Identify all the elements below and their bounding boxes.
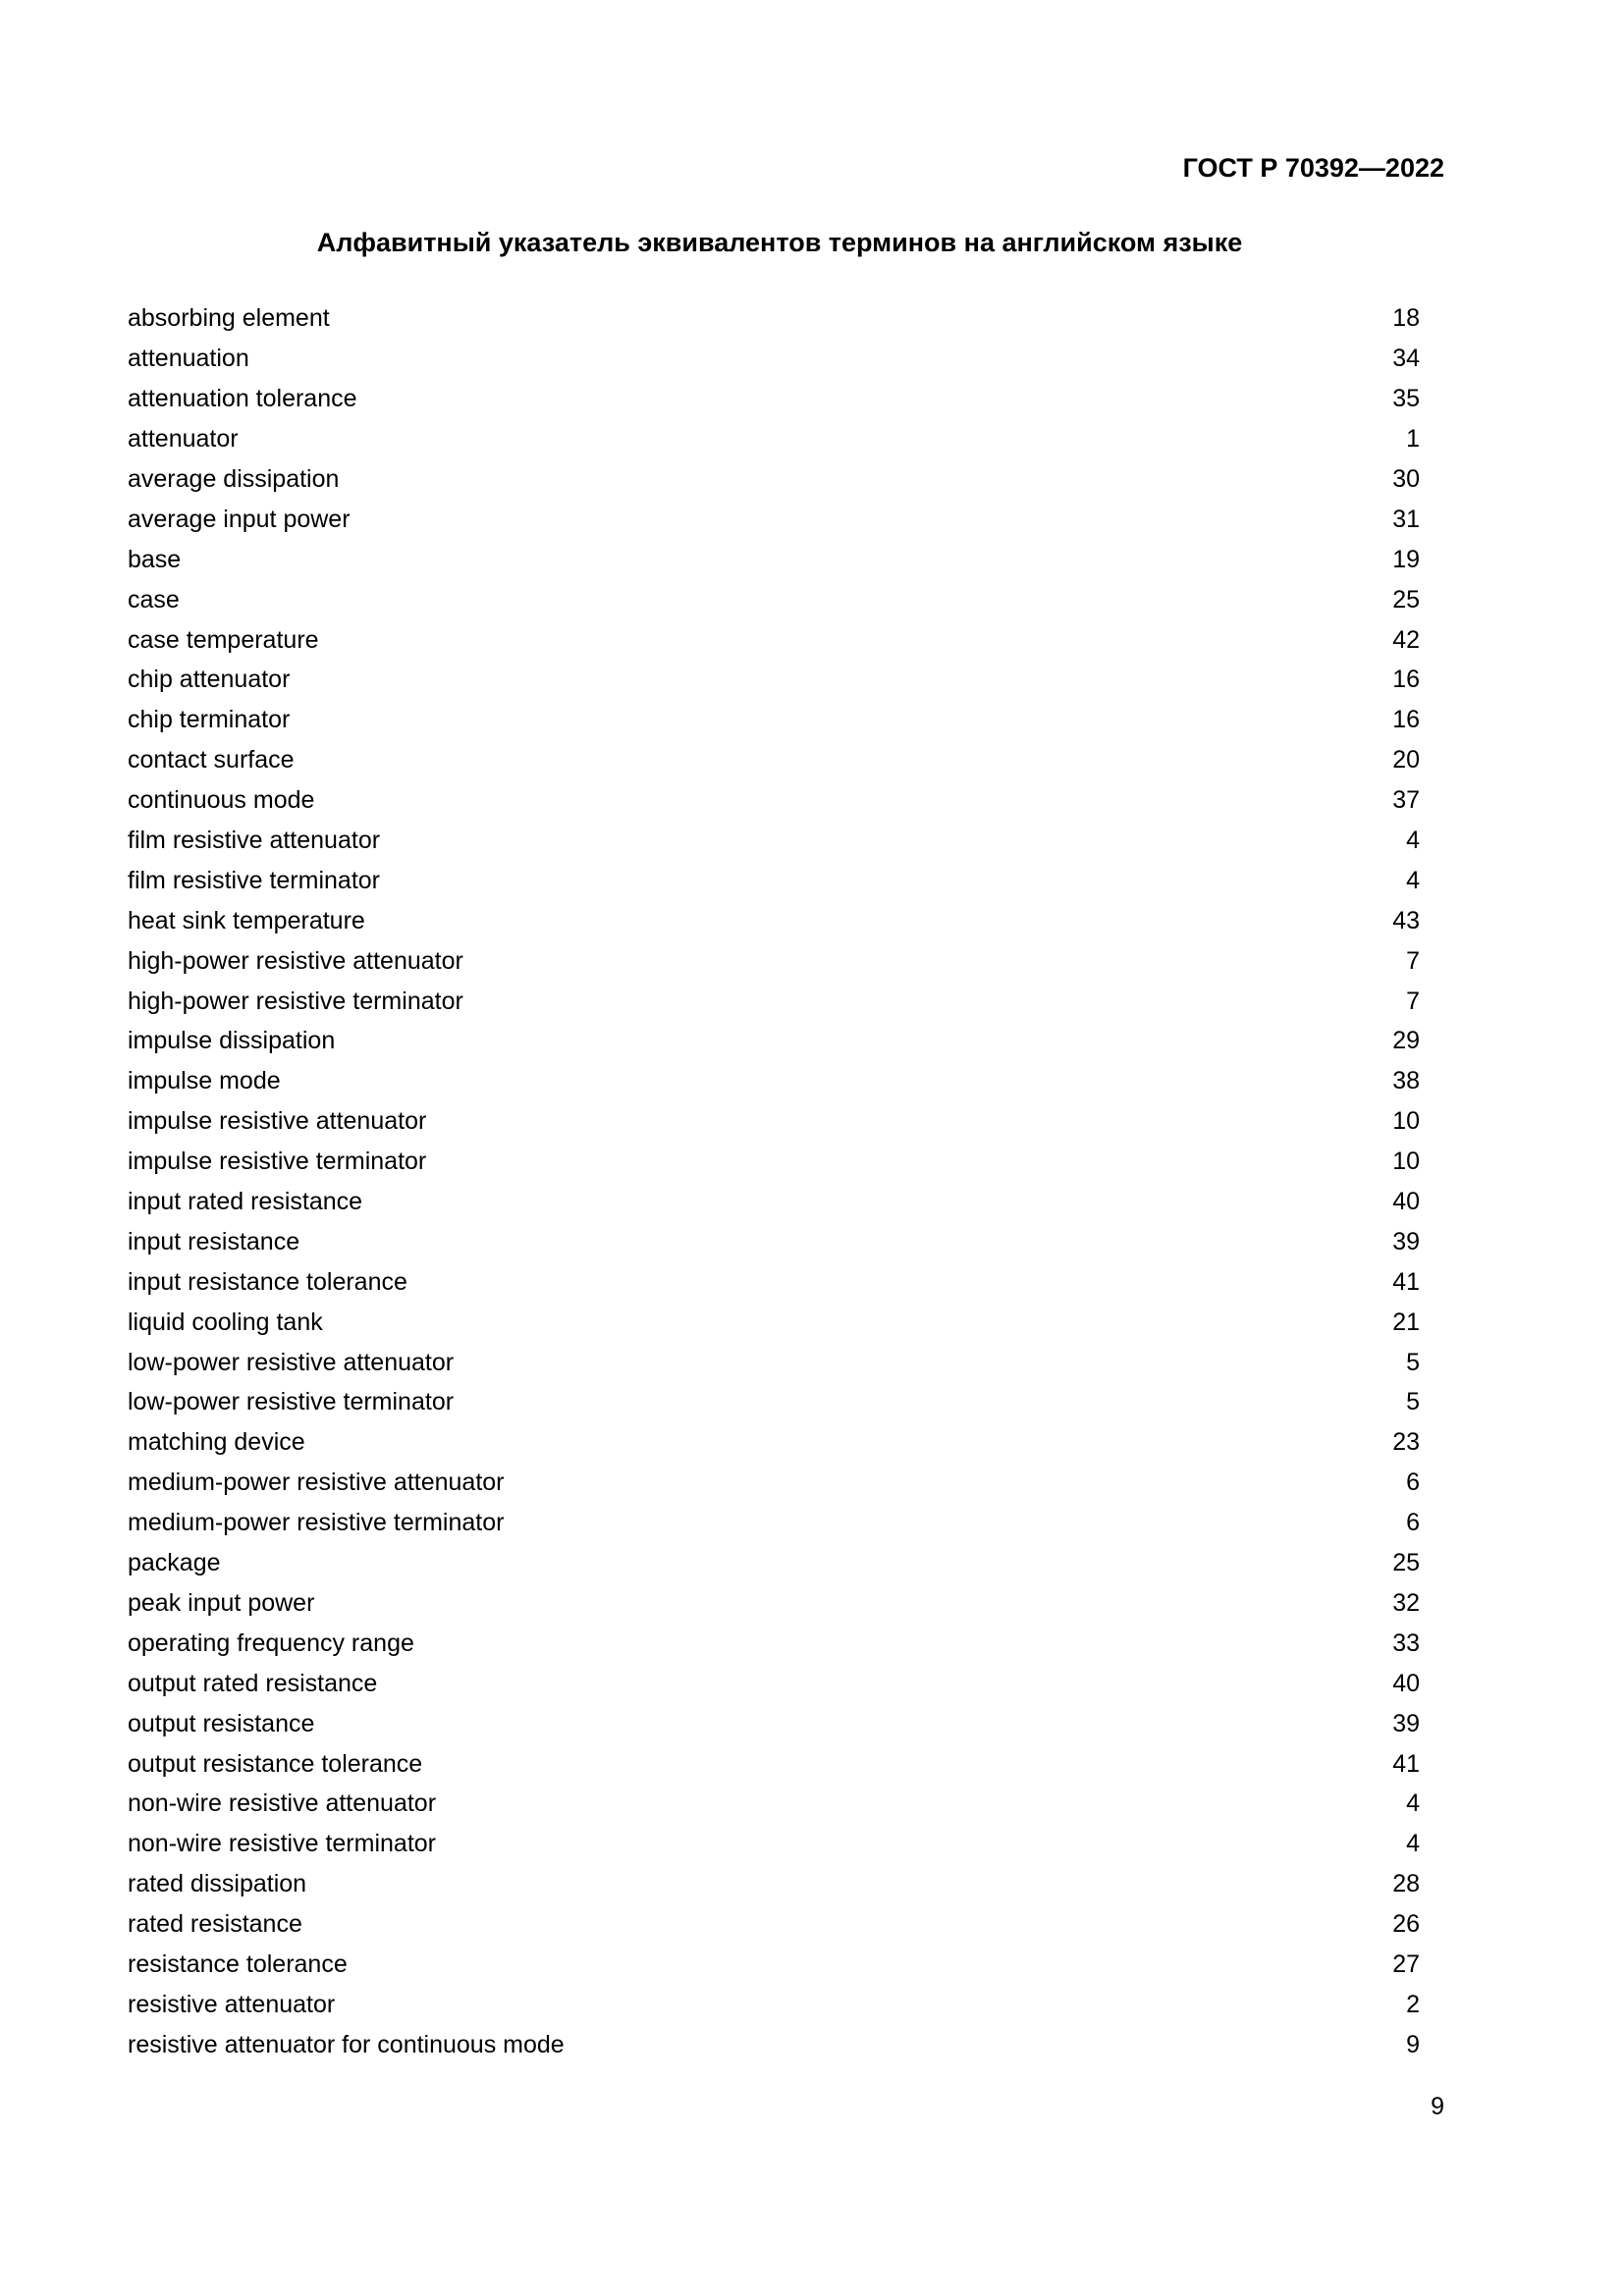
term-label: rated dissipation — [128, 1870, 307, 1898]
list-item — [128, 740, 1432, 780]
list-item — [128, 1382, 1432, 1422]
term-label: attenuator — [128, 425, 239, 454]
list-item — [128, 860, 1432, 900]
term-reference-number: 9 — [1406, 2030, 1420, 2058]
term-label: impulse mode — [128, 1067, 281, 1095]
term-reference-number: 40 — [1392, 1669, 1420, 1697]
term-reference-number: 4 — [1406, 866, 1420, 894]
list-item — [128, 981, 1432, 1021]
term-reference-number: 5 — [1406, 1388, 1420, 1416]
term-reference-number: 38 — [1392, 1067, 1420, 1095]
term-label: case temperature — [128, 625, 319, 654]
term-reference-number: 32 — [1392, 1588, 1420, 1617]
list-item — [128, 2024, 1432, 2064]
list-item — [128, 1984, 1432, 2024]
list-item — [128, 1945, 1432, 1985]
term-reference-number: 39 — [1392, 1709, 1420, 1737]
term-label: absorbing element — [128, 304, 330, 333]
list-item — [128, 1703, 1432, 1743]
term-label: resistance tolerance — [128, 1949, 348, 1978]
term-reference-number: 7 — [1406, 987, 1420, 1015]
term-reference-number: 4 — [1406, 827, 1420, 855]
term-index-list — [128, 298, 1432, 2064]
term-reference-number: 33 — [1392, 1629, 1420, 1657]
term-label: film resistive attenuator — [128, 827, 381, 855]
list-item — [128, 1342, 1432, 1382]
list-item — [128, 1904, 1432, 1945]
term-reference-number: 31 — [1392, 505, 1420, 533]
term-label: non-wire resistive terminator — [128, 1830, 436, 1858]
standard-code: ГОСТ Р 70392—2022 — [1182, 153, 1444, 183]
term-reference-number: 34 — [1392, 345, 1420, 373]
term-label: high-power resistive terminator — [128, 987, 463, 1015]
term-label: low-power resistive terminator — [128, 1388, 455, 1416]
term-reference-number: 10 — [1392, 1148, 1420, 1176]
list-item — [128, 419, 1432, 459]
term-label: operating frequency range — [128, 1629, 414, 1657]
term-reference-number: 18 — [1392, 304, 1420, 333]
list-item — [128, 1101, 1432, 1142]
term-label: medium-power resistive terminator — [128, 1509, 505, 1537]
term-reference-number: 43 — [1392, 906, 1420, 934]
term-reference-number: 30 — [1392, 465, 1420, 493]
list-item — [128, 1864, 1432, 1904]
list-item — [128, 1543, 1432, 1583]
term-label: resistive attenuator — [128, 1990, 336, 2018]
term-label: average dissipation — [128, 465, 340, 493]
page-title: Алфавитный указатель эквивалентов терминов на английском языке — [316, 228, 1243, 257]
list-item — [128, 1623, 1432, 1663]
term-label: input resistance — [128, 1227, 300, 1255]
term-reference-number: 23 — [1392, 1428, 1420, 1457]
term-label: heat sink temperature — [128, 906, 365, 934]
term-label: chip attenuator — [128, 666, 291, 694]
list-item — [128, 900, 1432, 940]
list-item — [128, 1503, 1432, 1543]
term-label: impulse resistive attenuator — [128, 1107, 427, 1136]
term-label: impulse dissipation — [128, 1027, 336, 1055]
list-item — [128, 1824, 1432, 1864]
term-reference-number: 19 — [1392, 545, 1420, 573]
term-label: output rated resistance — [128, 1669, 378, 1697]
term-label: liquid cooling tank — [128, 1308, 323, 1336]
list-item — [128, 298, 1432, 339]
term-label: non-wire resistive attenuator — [128, 1789, 437, 1818]
term-label: base — [128, 545, 182, 573]
list-item — [128, 660, 1432, 700]
term-label: input resistance tolerance — [128, 1267, 407, 1296]
term-reference-number: 4 — [1406, 1830, 1420, 1858]
list-item — [128, 1743, 1432, 1784]
term-label: impulse resistive terminator — [128, 1148, 427, 1176]
term-label: chip terminator — [128, 706, 291, 734]
list-item — [128, 539, 1432, 579]
list-item — [128, 379, 1432, 419]
term-label: contact surface — [128, 746, 295, 774]
list-item — [128, 499, 1432, 539]
term-reference-number: 37 — [1392, 786, 1420, 815]
term-label: peak input power — [128, 1588, 315, 1617]
term-label: average input power — [128, 505, 351, 533]
term-reference-number: 7 — [1406, 946, 1420, 975]
term-reference-number: 25 — [1392, 585, 1420, 614]
page-number: 9 — [1431, 2093, 1444, 2120]
term-reference-number: 41 — [1392, 1749, 1420, 1778]
list-item — [128, 1142, 1432, 1182]
list-item — [128, 700, 1432, 740]
list-item — [128, 1021, 1432, 1061]
list-item — [128, 339, 1432, 379]
list-item — [128, 1583, 1432, 1624]
list-item — [128, 821, 1432, 861]
list-item — [128, 619, 1432, 660]
term-label: output resistance — [128, 1709, 315, 1737]
list-item — [128, 579, 1432, 619]
list-item — [128, 1061, 1432, 1101]
term-reference-number: 16 — [1392, 706, 1420, 734]
list-item — [128, 1261, 1432, 1302]
list-item — [128, 1182, 1432, 1222]
list-item — [128, 459, 1432, 500]
term-label: input rated resistance — [128, 1188, 363, 1216]
list-item — [128, 1663, 1432, 1703]
term-reference-number: 42 — [1392, 625, 1420, 654]
list-item — [128, 1784, 1432, 1824]
term-label: film resistive terminator — [128, 866, 380, 894]
term-reference-number: 29 — [1392, 1027, 1420, 1055]
list-item — [128, 1302, 1432, 1342]
term-reference-number: 21 — [1392, 1308, 1420, 1336]
term-label: medium-power resistive attenuator — [128, 1468, 505, 1497]
list-item — [128, 1463, 1432, 1503]
term-label: low-power resistive attenuator — [128, 1348, 455, 1376]
term-label: rated resistance — [128, 1910, 302, 1939]
term-reference-number: 39 — [1392, 1227, 1420, 1255]
term-reference-number: 6 — [1406, 1509, 1420, 1537]
list-item — [128, 780, 1432, 821]
term-reference-number: 25 — [1392, 1549, 1420, 1577]
term-reference-number: 5 — [1406, 1348, 1420, 1376]
term-label: attenuation — [128, 345, 249, 373]
term-label: case — [128, 585, 180, 614]
term-reference-number: 41 — [1392, 1267, 1420, 1296]
list-item — [128, 1221, 1432, 1261]
term-label: package — [128, 1549, 221, 1577]
term-label: attenuation tolerance — [128, 385, 357, 413]
term-reference-number: 40 — [1392, 1188, 1420, 1216]
term-label: output resistance tolerance — [128, 1749, 423, 1778]
term-reference-number: 10 — [1392, 1107, 1420, 1136]
term-label: high-power resistive attenuator — [128, 946, 463, 975]
term-reference-number: 35 — [1392, 385, 1420, 413]
term-reference-number: 4 — [1406, 1789, 1420, 1818]
term-reference-number: 20 — [1392, 746, 1420, 774]
term-reference-number: 16 — [1392, 666, 1420, 694]
term-label: continuous mode — [128, 786, 315, 815]
list-item — [128, 940, 1432, 981]
term-reference-number: 28 — [1392, 1870, 1420, 1898]
term-label: resistive attenuator for continuous mode — [128, 2030, 565, 2058]
term-reference-number: 27 — [1392, 1949, 1420, 1978]
term-reference-number: 26 — [1392, 1910, 1420, 1939]
term-label: matching device — [128, 1428, 305, 1457]
term-reference-number: 1 — [1406, 425, 1420, 454]
term-reference-number: 6 — [1406, 1468, 1420, 1497]
term-reference-number: 2 — [1406, 1990, 1420, 2018]
list-item — [128, 1422, 1432, 1463]
